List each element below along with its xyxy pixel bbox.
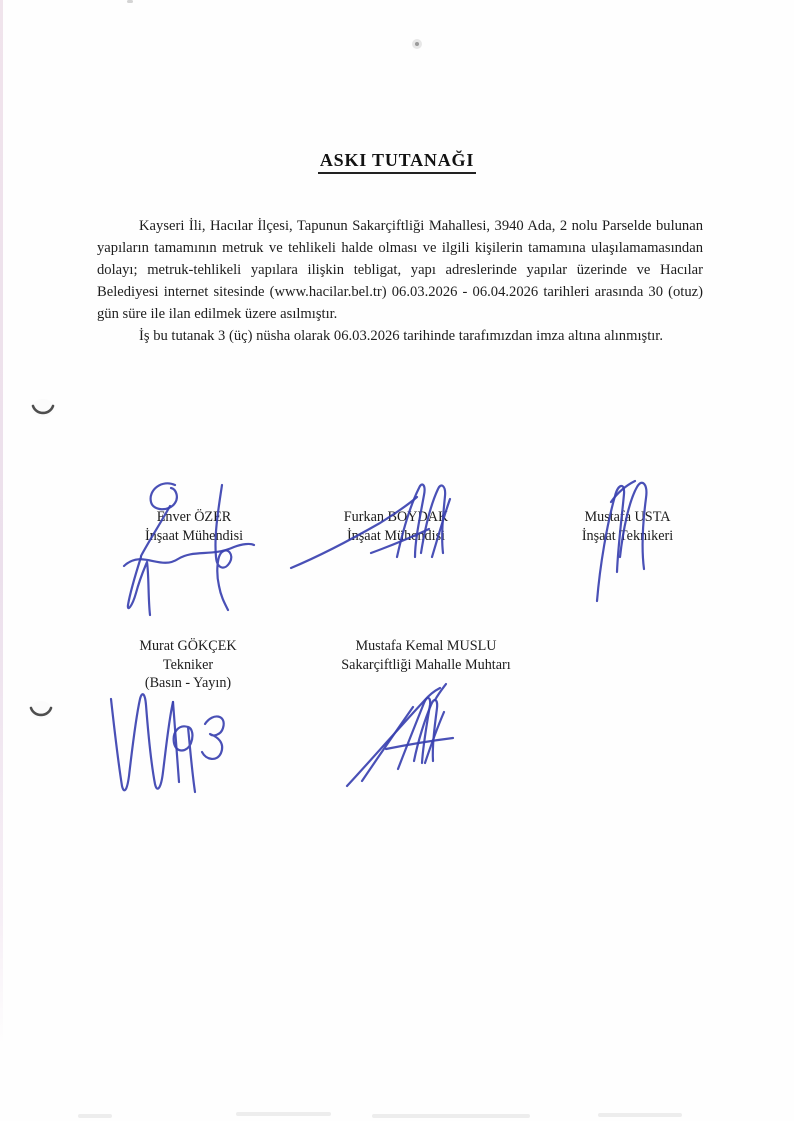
signatory-block-furkan-boydak (315, 508, 477, 545)
signatory-title: Sakarçiftliği Mahalle Muhtarı (341, 656, 511, 673)
signatory-name: Mustafa USTA (584, 509, 671, 525)
punch-hole-mark-upper (32, 399, 54, 417)
signature-murat-gokcek (111, 694, 224, 792)
punch-hole-mark-lower (30, 701, 52, 719)
signatory-block-mustafa-kemal-muslu (328, 637, 524, 674)
scan-artifact-dot (412, 39, 422, 49)
signatory-name: Enver ÖZER (156, 509, 232, 525)
scan-speck (127, 0, 133, 3)
signatory-name: Murat GÖKÇEK (139, 638, 237, 654)
scan-smudge (78, 1114, 112, 1118)
signature-enver-ozer (124, 483, 254, 615)
signatory-title: İnşaat Mühendisi (346, 527, 446, 544)
title-row (0, 150, 794, 174)
scan-smudge (598, 1113, 682, 1117)
signatory-subtitle: (Basın - Yayın) (144, 675, 232, 691)
signatory-name: Mustafa Kemal MUSLU (355, 638, 497, 654)
body-paragraph-1: Kayseri İli, Hacılar İlçesi, Tapunun Sakarçiftliği Mahallesi, 3940 Ada, 2 nolu Parselde bulunan yapıların tamamının metruk ve tehlikeli halde olması ve ilgili kişilerin tamamına ulaşılamamasından dolayı; metruk-tehlikeli yapılara ilişkin tebligat, yapı adreslerinde yapılar üzerinde ve Hacılar Belediyesi internet sitesinde (www.hacilar.bel.tr) 06.03.2026 - 06.04.2026 tarihleri arasında 30 (otuz) gün süre ile ilan edilmek üzere asılmıştır. (97, 218, 703, 322)
signatory-block-murat-gokcek (108, 637, 268, 693)
scan-smudge (236, 1112, 331, 1116)
signatory-title: Tekniker (162, 656, 214, 673)
signatory-block-enver-ozer (118, 508, 270, 545)
signatory-title: İnşaat Teknikeri (581, 527, 674, 544)
body-paragraph-2: İş bu tutanak 3 (üç) nüsha olarak 06.03.2026 tarihinde tarafımızdan imza altına alınmıştır. (139, 328, 664, 344)
signatory-block-mustafa-usta (545, 508, 710, 545)
scan-smudge (372, 1114, 530, 1118)
document-title: ASKI TUTANAĞI (318, 150, 476, 174)
signatory-title: İnşaat Mühendisi (144, 527, 244, 544)
signatory-name: Furkan BOYDAK (343, 509, 449, 525)
signature-mustafa-kemal-muslu (347, 684, 453, 786)
document-body (97, 215, 703, 347)
